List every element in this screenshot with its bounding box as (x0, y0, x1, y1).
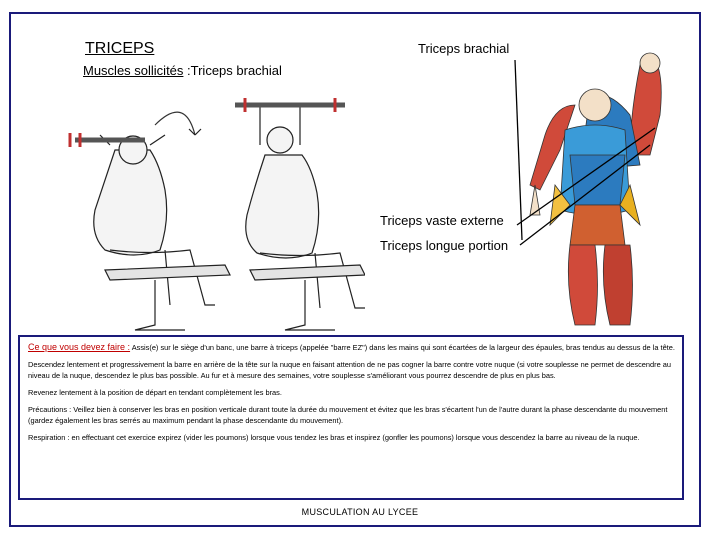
exercise-illustration (55, 95, 365, 335)
instructions-intro (28, 342, 676, 353)
page-title: TRICEPS (85, 40, 155, 57)
subtitle-label: Muscles sollicités (83, 63, 184, 78)
label-triceps-brachial: Triceps brachial (418, 41, 510, 56)
instructions-paragraph-5: Respiration : en effectuant cet exercice expirez (vider les poumons) lorsque vous tendez les bras et inspirez (gonfler les poumons) lorsque vous descendez la barre au niveau de la nuque. (28, 433, 640, 442)
muscles-subtitle (83, 63, 282, 78)
intro-text: Assis(e) sur le siège d'un banc, une barre à triceps (appelée "barre EZ") dans les mains qui sont écartées de la largeur des épaules, bras tendus au dessus de la tête. (130, 343, 675, 352)
muscle-anatomy-illustration (480, 35, 700, 335)
instructions-paragraph-3: Revenez lentement à la position de départ en tendant complètement les bras. (28, 388, 282, 397)
instructions-paragraph-2: Descendez lentement et progressivement la barre en arrière de la tête sur la nuque en faisant attention de ne pas cogner la barre contre votre nuque (si votre souplesse ne permet de descendre au niveau de la nuque, descendez le plus bas possible. Au fur et à mesure des semaines, votre souplesse s'améliorant vous pourrez descendre de plus en plus bas. (28, 360, 671, 380)
label-triceps-vaste-externe: Triceps vaste externe (380, 213, 504, 228)
instructions-box (18, 335, 684, 500)
instructions-paragraph-4: Précautions : Veillez bien à conserver les bras en position verticale durant toute la durée du mouvement et évitez que les bras s'écartent l'un de l'autre durant la phase descendante du mouvement (gardez également les bras serrés au maximum pendant la phase descendante du mouvement). (28, 405, 668, 425)
subtitle-value: :Triceps brachial (183, 63, 282, 78)
figure-end-position (235, 98, 365, 330)
figure-start-position (70, 112, 230, 330)
footer-text: MUSCULATION AU LYCEE (301, 507, 419, 517)
label-triceps-longue-portion: Triceps longue portion (380, 238, 509, 253)
intro-label: Ce que vous devez faire : (28, 342, 131, 352)
